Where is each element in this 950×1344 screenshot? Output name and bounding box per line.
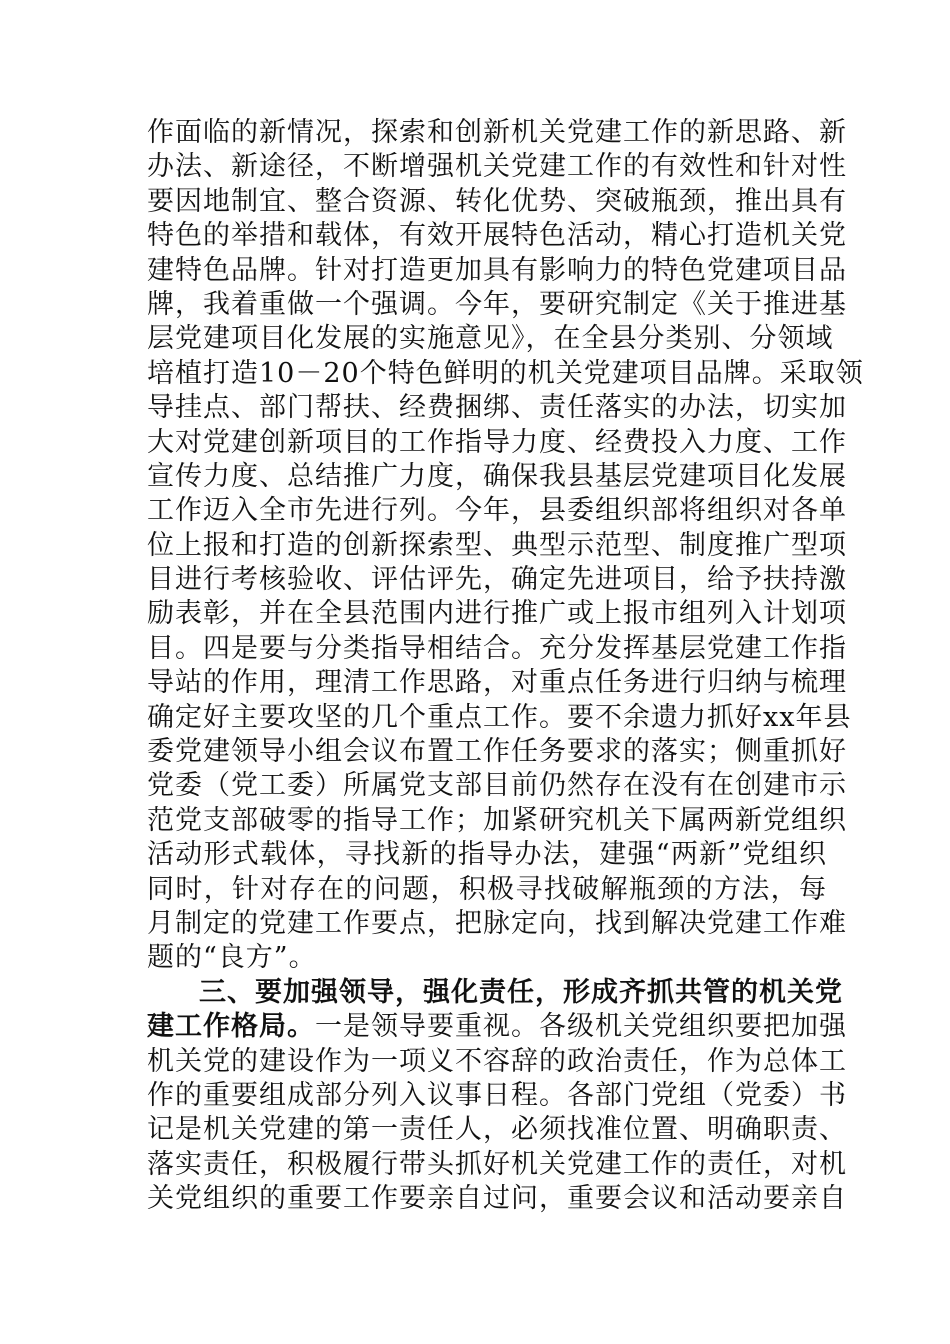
text-line: 月制定的党建工作要点，把脉定向，找到解决党建工作难 (147, 907, 847, 939)
section-heading: 三、要加强领导，强化责任，形成齐抓共管的机关党 (199, 976, 843, 1008)
text-line: 建特色品牌。针对打造更加具有影响力的特色党建项目品 (147, 254, 847, 286)
text-line: 办法、新途径，不断增强机关党建工作的有效性和针对性 (147, 151, 847, 183)
text-line: 培植打造10－20个特色鲜明的机关党建项目品牌。采取领 (147, 357, 864, 389)
text-line: 机关党的建设作为一项义不容辞的政治责任，作为总体工 (147, 1045, 847, 1077)
section-heading-tail: 建工作格局。 (147, 1011, 315, 1043)
text-line: 委党建领导小组会议布置工作任务要求的落实；侧重抓好 (147, 736, 847, 768)
text-line: 工作迈入全市先进行列。今年，县委组织部将组织对各单 (147, 495, 847, 527)
text-line: 党委（党工委）所属党支部目前仍然存在没有在创建市示 (147, 770, 847, 802)
text-line: 牌，我着重做一个强调。今年，要研究制定《关于推进基 (147, 288, 847, 320)
text-line: 题的“良方”。 (147, 942, 317, 974)
text-line: 层党建项目化发展的实施意见》，在全县分类别、分领域 (147, 323, 834, 355)
text-line: 导站的作用，理清工作思路，对重点任务进行归纳与梳理 (147, 667, 847, 699)
text-line: 关党组织的重要工作要亲自过问，重要会议和活动要亲自 (147, 1183, 847, 1215)
text-line: 宣传力度、总结推广力度，确保我县基层党建项目化发展 (147, 460, 847, 492)
section-heading-continued (147, 1010, 847, 1044)
text-line: 作面临的新情况，探索和创新机关党建工作的新思路、新 (147, 117, 847, 148)
text-line: 导挂点、部门帮扶、经费捆绑、责任落实的办法，切实加 (147, 392, 847, 424)
text-line: 大对党建创新项目的工作指导力度、经费投入力度、工作 (147, 426, 847, 458)
text-line: 励表彰，并在全县范围内进行推广或上报市组列入计划项 (147, 598, 847, 630)
text-line: 目进行考核验收、评估评先，确定先进项目，给予扶持激 (147, 564, 847, 596)
body-text (147, 116, 864, 1217)
text-line: 确定好主要攻坚的几个重点工作。要不余遗力抓好xx年县 (147, 701, 852, 733)
text-line: 范党支部破零的指导工作；加紧研究机关下属两新党组织 (147, 804, 847, 836)
text-line: 特色的举措和载体，有效开展特色活动，精心打造机关党 (147, 220, 847, 252)
text-line: 要因地制宜、整合资源、转化优势、突破瓶颈，推出具有 (147, 185, 847, 217)
text-line: 记是机关党建的第一责任人，必须找准位置、明确职责、 (147, 1114, 847, 1146)
text-line: 同时，针对存在的问题，积极寻找破解瓶颈的方法，每 (147, 873, 827, 905)
text-line: 目。四是要与分类指导相结合。充分发挥基层党建工作指 (147, 632, 847, 664)
text-line: 活动形式载体，寻找新的指导办法，建强“两新”党组织 (147, 839, 827, 871)
text-line: 落实责任，积极履行带头抓好机关党建工作的责任，对机 (147, 1148, 847, 1180)
text-line: 作的重要组成部分列入议事日程。各部门党组（党委）书 (147, 1079, 847, 1111)
text-line: 位上报和打造的创新探索型、典型示范型、制度推广型项 (147, 529, 847, 561)
section-line-text: 一是领导要重视。各级机关党组织要把加强 (315, 1011, 847, 1043)
